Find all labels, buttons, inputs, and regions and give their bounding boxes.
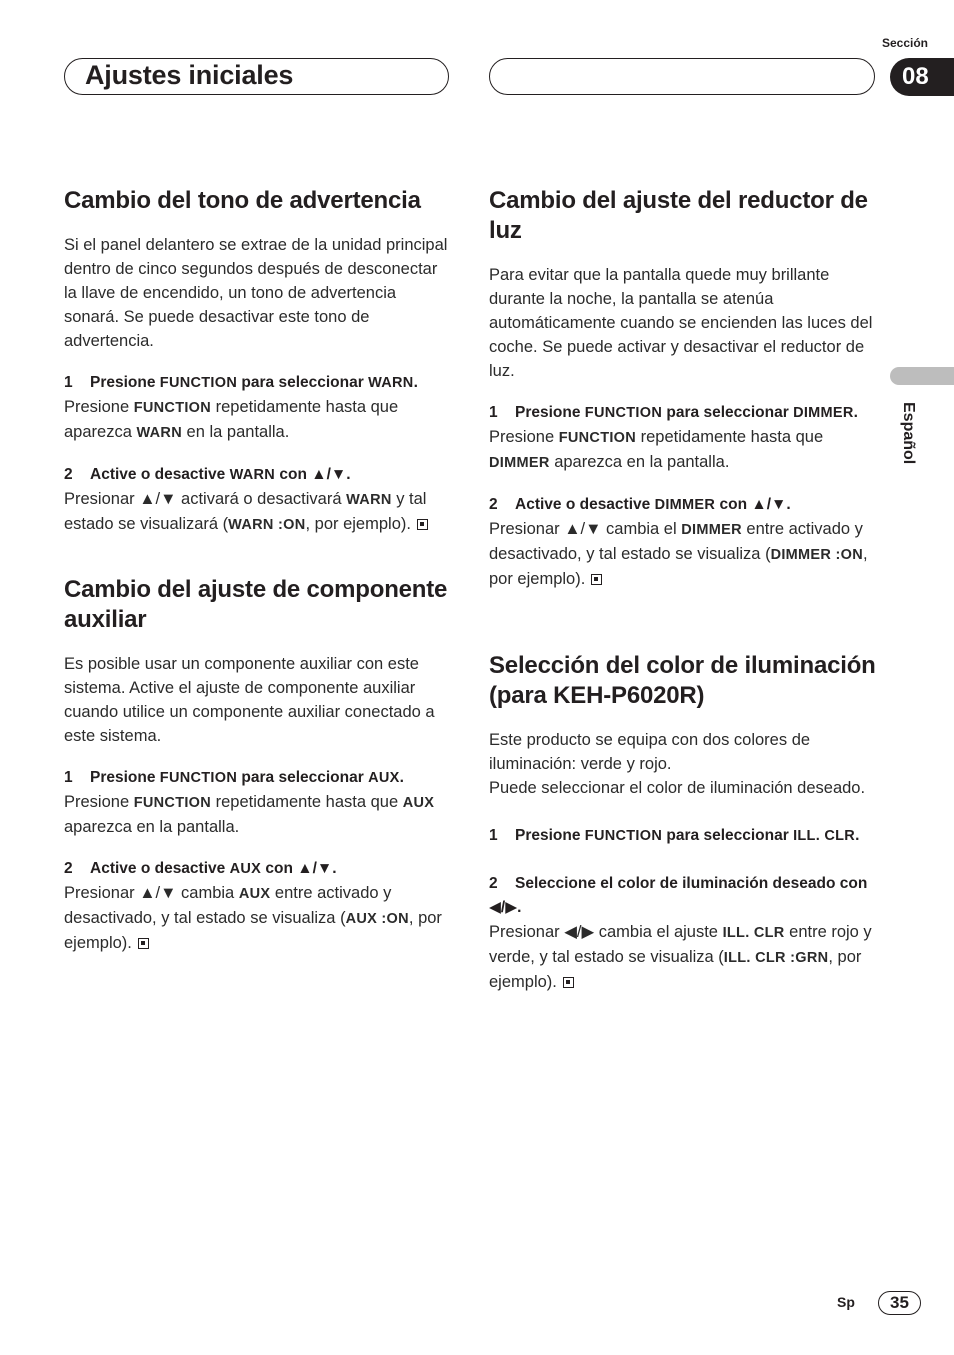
section-label: Sección [881, 36, 928, 50]
illumination-intro-2: Puede seleccionar el color de iluminación deseado. [489, 779, 866, 797]
left-column [64, 186, 454, 955]
section-number-tab: 08 [890, 58, 954, 96]
footer-language-code: Sp [837, 1294, 855, 1310]
dimmer-step1-title: 1 Presione FUNCTION para seleccionar DIMMER. [489, 404, 858, 421]
heading-dimmer: Cambio del ajuste del reductor de luz [489, 187, 868, 244]
dimmer-step2-text: Presionar ▲/▼ cambia el DIMMER entre activado y desactivado, y tal estado se visualiza (DIMMER :ON, por ejemplo). [489, 520, 868, 588]
aux-intro: Es posible usar un componente auxiliar con este sistema. Active el ajuste de componente auxiliar cuando utilice un componente auxiliar conectado a este sistema. [64, 655, 435, 745]
heading-aux: Cambio del ajuste de componente auxiliar [64, 576, 448, 633]
aux-step1-title: 1 Presione FUNCTION para seleccionar AUX. [64, 769, 404, 786]
aux-step2-title: 2 Active o desactive AUX con ▲/▼. [64, 860, 337, 877]
end-of-section-icon [138, 938, 149, 949]
aux-step1-text: Presione FUNCTION repetidamente hasta que AUX aparezca en la pantalla. [64, 793, 435, 836]
warning-step2-title: 2 Active o desactive WARN con ▲/▼. [64, 466, 351, 483]
illumination-step2-text: Presionar ◀/▶ cambia el ajuste ILL. CLR entre rojo y verde, y tal estado se visualiza (ILL. CLR :GRN, por ejemplo). [489, 923, 872, 991]
end-of-section-icon [417, 519, 428, 530]
chapter-title: Ajustes iniciales [85, 60, 294, 90]
end-of-section-icon [563, 977, 574, 988]
warning-tone-intro: Si el panel delantero se extrae de la unidad principal dentro de cinco segundos después de desconectar la llave de encendido, un tono de advertencia sonará. Se puede desactivar este tono de advertencia. [64, 236, 448, 350]
language-tab-marker [890, 367, 954, 385]
language-tab-label: Español [900, 402, 917, 465]
header-empty-box [489, 58, 875, 95]
dimmer-step2-title: 2 Active o desactive DIMMER con ▲/▼. [489, 496, 791, 513]
illumination-intro-1: Este producto se equipa con dos colores de iluminación: verde y rojo. [489, 731, 811, 773]
illumination-step2-title: 2 Seleccione el color de iluminación deseado con ◀/▶. [489, 875, 868, 916]
warning-step1-title: 1 Presione FUNCTION para seleccionar WARN. [64, 374, 418, 391]
dimmer-intro: Para evitar que la pantalla quede muy brillante durante la noche, la pantalla se atenúa automáticamente cuando se encienden las luces del coche. Se puede activar y desactivar el reductor de luz. [489, 266, 873, 380]
page-number: 35 [878, 1291, 921, 1315]
warning-step2-text: Presionar ▲/▼ activará o desactivará WARN y tal estado se visualizará (WARN :ON, por ejemplo). [64, 490, 427, 533]
heading-warning-tone: Cambio del tono de advertencia [64, 187, 421, 214]
chapter-title-box [64, 58, 449, 95]
end-of-section-icon [591, 574, 602, 585]
illumination-step1-title: 1 Presione FUNCTION para seleccionar ILL. CLR. [489, 827, 860, 844]
heading-illumination: Selección del color de iluminación (para KEH-P6020R) [489, 652, 876, 709]
warning-step1-text: Presione FUNCTION repetidamente hasta que aparezca WARN en la pantalla. [64, 398, 399, 441]
dimmer-step1-text: Presione FUNCTION repetidamente hasta que DIMMER aparezca en la pantalla. [489, 428, 824, 471]
right-column [489, 186, 879, 994]
aux-step2-text: Presionar ▲/▼ cambia AUX entre activado y desactivado, y tal estado se visualiza (AUX :ON, por ejemplo). [64, 884, 442, 952]
